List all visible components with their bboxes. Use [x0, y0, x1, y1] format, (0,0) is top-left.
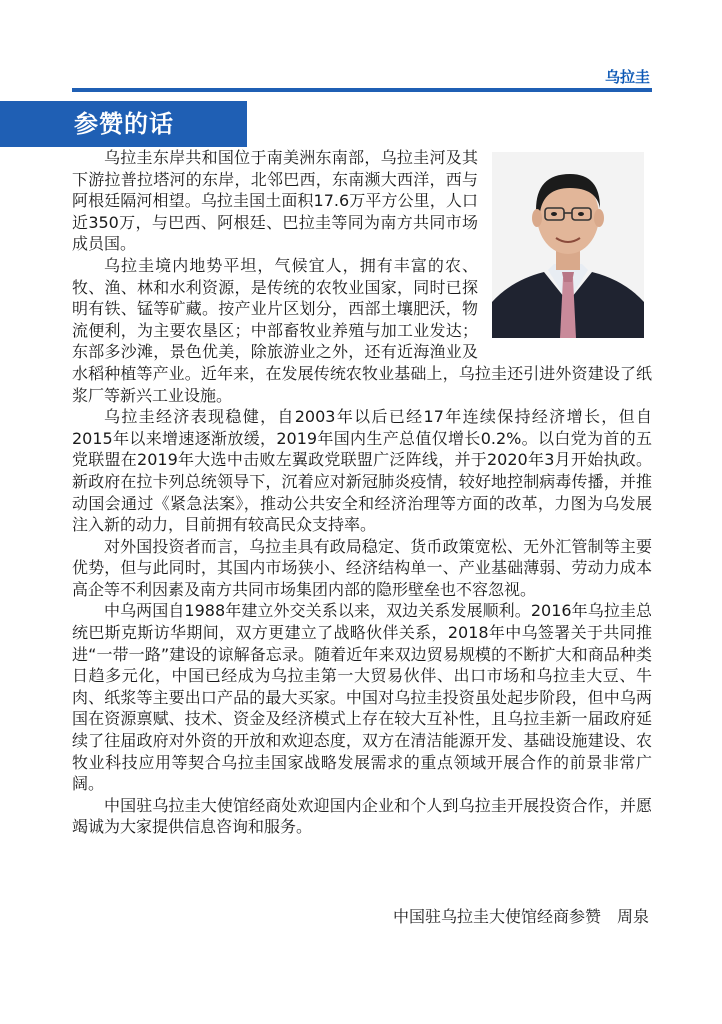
paragraph: 乌拉圭经济表现稳健，自2003年以后已经17年连续保持经济增长，但自2015年以来增速逐渐放缓，2019年国内生产总值仅增长0.2%。以白党为首的五党联盟在2019年大选中击败左翼政党联盟广泛阵线，并于2020年3月开始执政。新政府在拉卡列总统领导下，沉着应对新冠肺炎疫情，较好地控制病毒传播，并推动国会通过《紧急法案》，推动公共安全和经济治理等方面的改革，力图为乌发展注入新的动力，目前拥有较高民众支持率。	[72, 407, 652, 535]
article-body	[72, 147, 652, 838]
page-header-label: 乌拉圭	[604, 68, 650, 86]
signature: 中国驻乌拉圭大使馆经商参赞 周泉	[392, 907, 649, 926]
paragraph: 对外国投资者而言，乌拉圭具有政局稳定、货币政策宽松、无外汇管制等主要优势，但与此同时，其国内市场狭小、经济结构单一、产业基础薄弱、劳动力成本高企等不利因素及南方共同市场集团内部的隐形壁垒也不容忽视。	[72, 536, 652, 599]
paragraph: 乌拉圭东岸共和国位于南美洲东南部，乌拉圭河及其下游拉普拉塔河的东岸，北邻巴西，东南濒大西洋，西与阿根廷隔河相望。乌拉圭国土面积17.6万平方公里，人口近350万，与巴西、阿根廷、巴拉圭等同为南方共同市场成员国。	[72, 148, 478, 254]
photo-float-spacer	[478, 147, 652, 343]
paragraph: 乌拉圭境内地势平坦，气候宜人，拥有丰富的农、牧、渔、林和水利资源，是传统的农牧业国家，同时已探明有铁、锰等矿藏。按产业片区划分，西部土壤肥沃，物流便利，为主要农垦区；中部畜牧业养殖与加工业发达；东部多沙滩，景色优美，除旅游业之外，还有近海渔业及水稻种植等产业。近年来，在发展传统农牧业基础上，乌拉圭还引进外资建设了纸浆厂等新兴工业设施。	[72, 255, 652, 405]
paragraph: 中国驻乌拉圭大使馆经商处欢迎国内企业和个人到乌拉圭开展投资合作，并愿竭诚为大家提供信息咨询和服务。	[72, 795, 652, 837]
paragraph: 中乌两国自1988年建立外交关系以来，双边关系发展顺利。2016年乌拉圭总统巴斯克斯访华期间，双方更建立了战略伙伴关系，2018年中乌签署关于共同推进“一带一路”建设的谅解备忘录。随着近年来双边贸易规模的不断扩大和商品种类日趋多元化，中国已经成为乌拉圭第一大贸易伙伴、出口市场和乌拉圭大豆、牛肉、纸浆等主要出口产品的最大买家。中国对乌拉圭投资虽处起步阶段，但中乌两国在资源禀赋、技术、资金及经济模式上存在较大互补性，且乌拉圭新一届政府延续了往届政府对外资的开放和欢迎态度，双方在清洁能源开发、基础设施建设、农牧业科技应用等契合乌拉圭国家战略发展需求的重点领域开展合作的前景非常广阔。	[72, 601, 652, 794]
section-title-banner: 参赞的话	[0, 101, 247, 147]
header-divider	[72, 88, 652, 92]
